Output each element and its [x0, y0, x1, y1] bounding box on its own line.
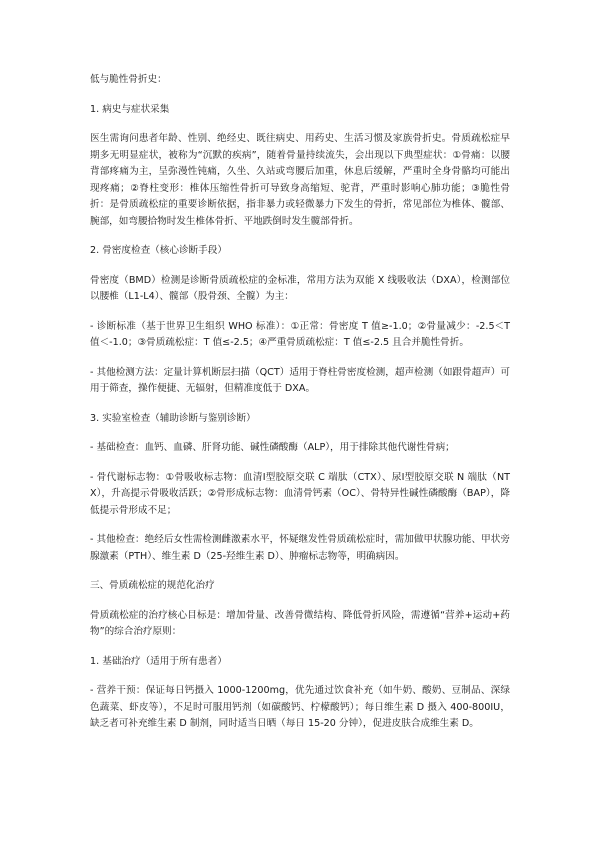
paragraph-bmd-intro: 骨密度（BMD）检测是诊断骨质疏松症的金标准，常用方法为双能 X 线吸收法（DXA），检测部位以腰椎（L1-L4）、髋部（股骨颈、全髋）为主：	[90, 274, 510, 302]
paragraph-diagnostic-criteria: - 诊断标准（基于世界卫生组织 WHO 标准）：①正常：骨密度 T 值≥-1.0；②骨量减少：-2.5＜T 值＜-1.0；③骨质疏松症：T 值≤-2.5；④严重骨质疏松症：T 值≤-2.5 且合并脆性骨折。	[90, 320, 510, 348]
paragraph-fragment-intro: 低与脆性骨折史：	[90, 74, 167, 85]
heading-basic-treatment: 1. 基础治疗（适用于所有患者）	[90, 655, 227, 667]
paragraph-other-methods: - 其他检测方法：定量计算机断层扫描（QCT）适用于脊柱骨密度检测，超声检测（如跟骨超声）可用于筛查，操作便捷、无辐射，但精准度低于 DXA。	[90, 366, 510, 394]
paragraph-treatment-goals: 骨质疏松症的治疗核心目标是：增加骨量、改善骨微结构、降低骨折风险，需遵循“营养+运动+药物”的综合治疗原则：	[90, 609, 510, 637]
paragraph-nutrition: - 营养干预：保证每日钙摄入 1000-1200mg，优先通过饮食补充（如牛奶、酸奶、豆制品、深绿色蔬菜、虾皮等），不足时可服用钙剂（如碳酸钙、柠檬酸钙）；每日维生素 D 摄入 400-800IU，缺乏者可补充维生素 D 制剂，同时适当日晒（每日 15-20 分钟），促进皮肤合成维生素 D。	[90, 685, 510, 729]
paragraph-other-tests: - 其他检查：绝经后女性需检测雌激素水平，怀疑继发性骨质疏松症时，需加做甲状腺功能、甲状旁腺激素（PTH）、维生素 D（25-羟维生素 D）、肿瘤标志物等，明确病因。	[90, 534, 510, 562]
heading-lab-tests: 3. 实验室检查（辅助诊断与鉴别诊断）	[90, 412, 256, 424]
paragraph-basic-tests: - 基础检查：血钙、血磷、肝肾功能、碱性磷酸酶（ALP），用于排除其他代谢性骨病；	[90, 442, 455, 453]
heading-bone-density: 2. 骨密度检查（核心诊断手段）	[90, 245, 227, 256]
heading-history-symptoms: 1. 病史与症状采集	[90, 103, 170, 115]
heading-treatment: 三、骨质疏松症的规范化治疗	[90, 580, 215, 591]
paragraph-bone-markers: - 骨代谢标志物：①骨吸收标志物：血清Ⅰ型胶原交联 C 端肽（CTX）、尿Ⅰ型胶原交联 N 端肽（NTX），升高提示骨吸收活跃；②骨形成标志物：血清骨钙素（OC）、骨特异性碱性磷酸酶（BAP），降低提示骨形成不足；	[90, 471, 510, 516]
paragraph-symptoms: 医生需询问患者年龄、性别、绝经史、既往病史、用药史、生活习惯及家族骨折史。骨质疏松症早期多无明显症状，被称为“沉默的疾病”，随着骨量持续流失，会出现以下典型症状：①骨痛：以腰背部疼痛为主，呈弥漫性钝痛，久坐、久站或弯腰后加重，休息后缓解，严重时全身骨骼均可能出现疼痛；②脊柱变形：椎体压缩性骨折可导致身高缩短、驼背，严重时影响心肺功能；③脆性骨折：是骨质疏松症的重要诊断依据，指非暴力或轻微暴力下发生的骨折，常见部位为椎体、髋部、腕部，如弯腰拾物时发生椎体骨折、平地跌倒时发生髋部骨折。	[90, 133, 510, 227]
document-page	[90, 72, 510, 746]
